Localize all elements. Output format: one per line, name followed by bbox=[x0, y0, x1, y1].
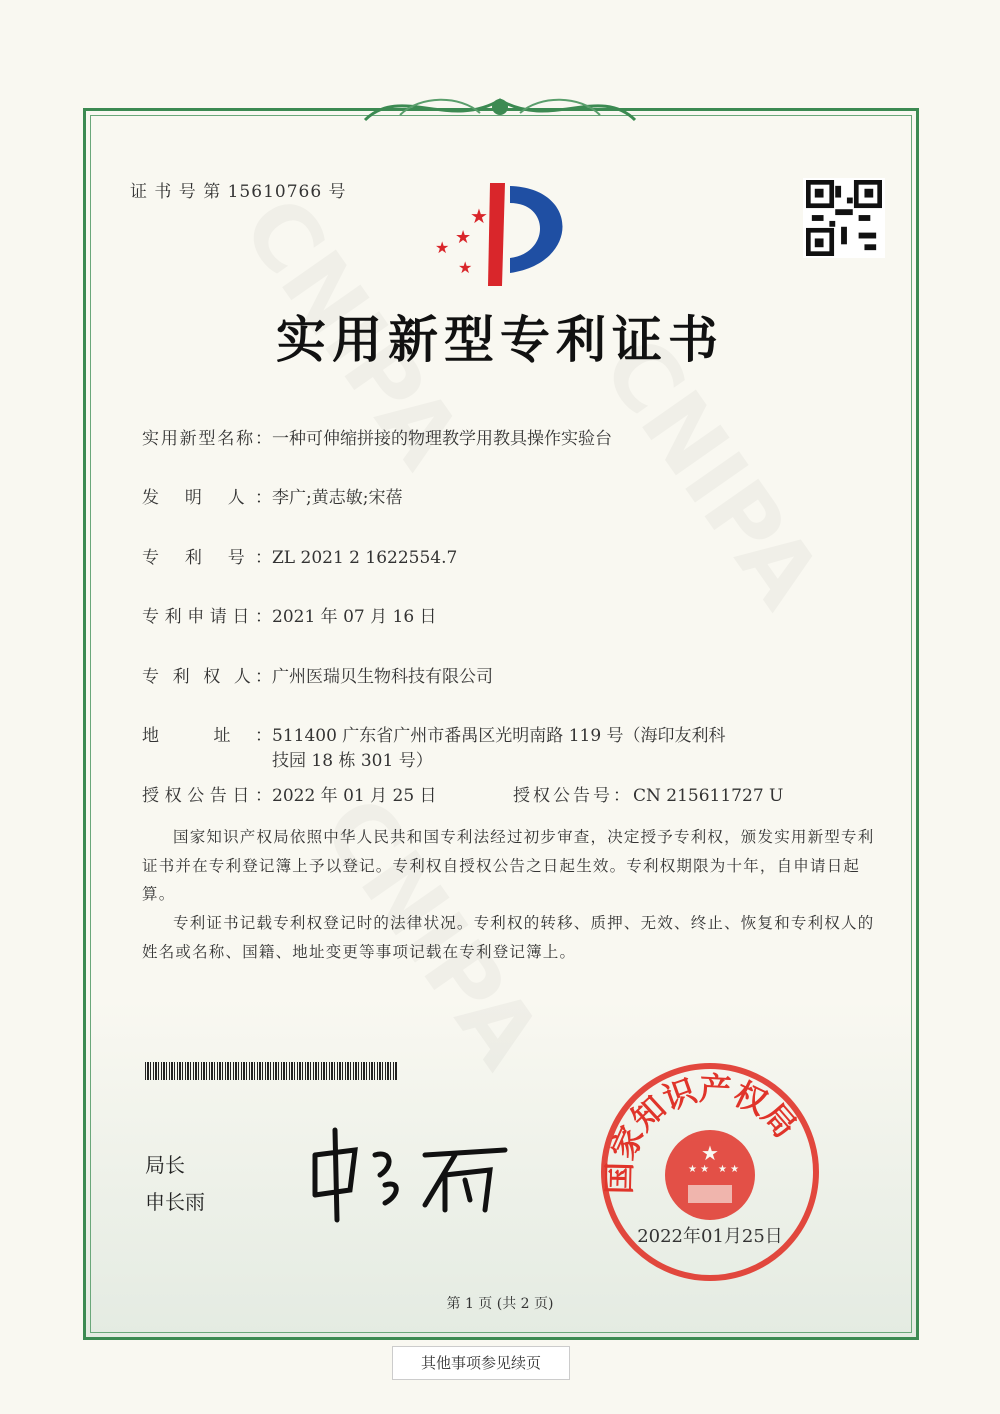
field-inventors bbox=[142, 483, 402, 508]
field-label: 专 利 号： bbox=[142, 548, 272, 568]
barcode bbox=[145, 1062, 397, 1080]
field-label: 地 址： bbox=[142, 726, 272, 746]
signature bbox=[305, 1125, 515, 1225]
field-value: 2022 年 01 月 25 日 bbox=[272, 786, 437, 806]
page-number: 第 1 页 (共 2 页) bbox=[446, 1296, 554, 1312]
field-value: ZL 2021 2 1622554.7 bbox=[272, 548, 458, 568]
official-seal bbox=[598, 1060, 823, 1285]
signatory-name: 申长雨 bbox=[145, 1190, 205, 1214]
paragraph: 国家知识产权局依照中华人民共和国专利法经过初步审查，决定授予专利权，颁发实用新型专利证书并在专利登记簿上予以登记。专利权自授权公告之日起生效。专利权期限为十年，自申请日起算。 bbox=[142, 828, 875, 903]
qr-code bbox=[803, 178, 885, 258]
field-value: 李广;黄志敏;宋蓓 bbox=[272, 488, 403, 508]
seal-date: 2022年01月25日 bbox=[637, 1226, 783, 1247]
field-publication-number bbox=[513, 781, 783, 806]
svg-text:★ ★: ★ ★ bbox=[688, 1164, 710, 1175]
field-label: 专利申请日： bbox=[142, 607, 272, 627]
field-value: CN 215611727 U bbox=[633, 786, 784, 806]
field-address bbox=[142, 721, 726, 746]
svg-text:★ ★: ★ ★ bbox=[718, 1164, 740, 1175]
field-value: 一种可伸缩拼接的物理教学用教具操作实验台 bbox=[272, 429, 612, 449]
paragraph: 专利证书记载专利权登记时的法律状况。专利权的转移、质押、无效、终止、恢复和专利权人的姓名或名称、国籍、地址变更等事项记载在专利登记簿上。 bbox=[142, 914, 875, 961]
field-patentee bbox=[142, 662, 493, 687]
field-address-line2: 技园 18 栋 301 号） bbox=[272, 751, 433, 771]
svg-text:★: ★ bbox=[458, 258, 473, 277]
field-label: 发 明 人： bbox=[142, 488, 272, 508]
field-patent-number bbox=[142, 543, 457, 568]
field-value: 2021 年 07 月 16 日 bbox=[272, 607, 437, 627]
continued-note: 其他事项参见续页 bbox=[392, 1346, 570, 1380]
field-label: 专 利 权 人： bbox=[142, 667, 272, 687]
field-application-date bbox=[142, 602, 437, 627]
cnipa-logo bbox=[430, 178, 580, 288]
header-ornament bbox=[360, 85, 640, 130]
field-label: 授权公告日： bbox=[142, 786, 272, 806]
signatory-title: 局长 bbox=[145, 1153, 185, 1177]
field-label: 授权公告号： bbox=[513, 786, 633, 806]
svg-text:★: ★ bbox=[470, 204, 488, 228]
svg-text:★: ★ bbox=[701, 1141, 719, 1165]
field-label: 实用新型名称： bbox=[142, 429, 272, 449]
field-grant-date bbox=[142, 781, 437, 806]
seal-text: 国家知识产权局 bbox=[600, 1069, 805, 1195]
page-title: 实用新型专利证书 bbox=[276, 310, 724, 369]
svg-text:★: ★ bbox=[435, 238, 450, 257]
field-value: 广州医瑞贝生物科技有限公司 bbox=[272, 667, 493, 687]
field-name bbox=[142, 424, 612, 449]
certificate-number: 证 书 号 第 15610766 号 bbox=[130, 182, 347, 202]
field-value: 511400 广东省广州市番禺区光明南路 119 号（海印友利科 bbox=[272, 726, 726, 746]
svg-text:★: ★ bbox=[455, 227, 472, 248]
